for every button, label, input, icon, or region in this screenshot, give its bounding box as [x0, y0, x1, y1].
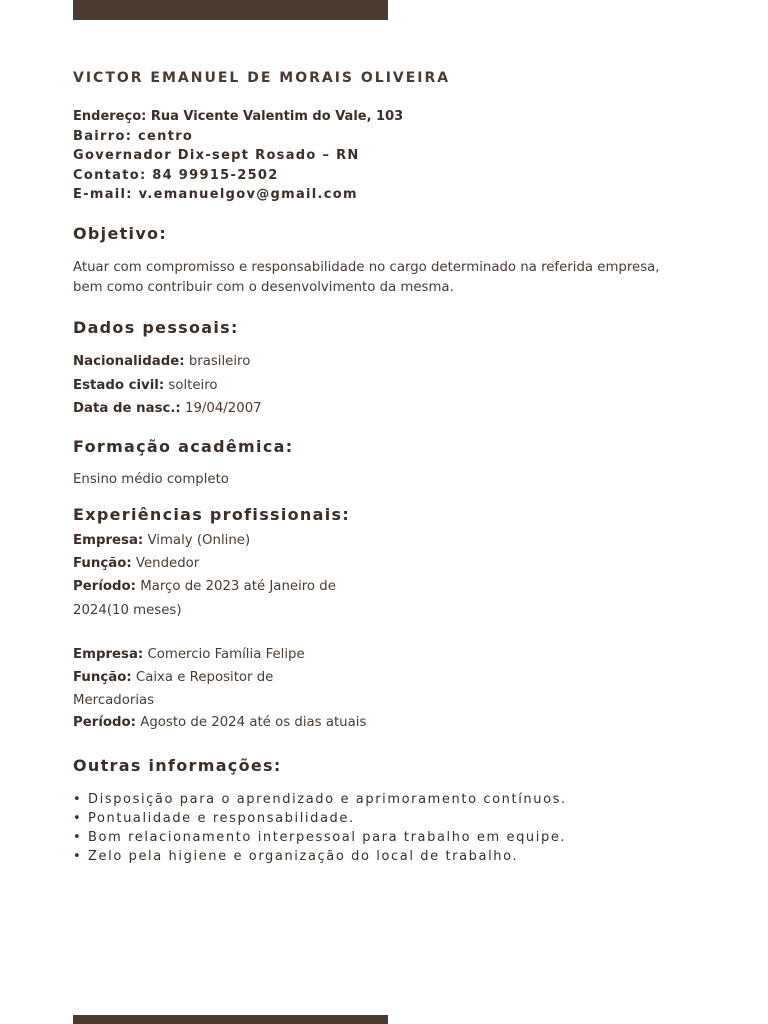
education-text: Ensino médio completo — [73, 472, 229, 487]
job-1 — [73, 529, 336, 622]
personal-data — [73, 350, 262, 421]
experience-heading: Experiências profissionais: — [73, 505, 351, 524]
company-value: Comercio Família Felipe — [147, 647, 305, 662]
company-value: Vimaly (Online) — [147, 533, 251, 548]
email: E-mail: v.emanuelgov@gmail.com — [73, 187, 358, 202]
job-1-role — [73, 552, 336, 575]
bottom-decorative-bar — [73, 1015, 388, 1024]
role-value: Vendedor — [135, 556, 200, 572]
civil-status-label: Estado civil: — [73, 377, 165, 393]
list-item: • Disposição para o aprendizado e aprimoramento contínuos. — [73, 792, 567, 807]
birth-date-row — [73, 397, 262, 421]
job-1-period — [73, 575, 336, 598]
role-label: Função: — [73, 669, 132, 685]
period-label: Período: — [73, 715, 136, 731]
phone: Contato: 84 99915-2502 — [73, 167, 279, 183]
other-info-heading: Outras informações: — [73, 756, 282, 775]
job-2-role — [73, 667, 366, 690]
nationality-row — [73, 350, 262, 374]
objective-line-1: Atuar com compromisso e responsabilidade no cargo determinado na referida empresa, — [73, 260, 660, 275]
civil-status-row — [73, 374, 262, 398]
education-heading: Formação acadêmica: — [73, 437, 294, 456]
role-label: Função: — [73, 556, 132, 572]
other-info-list — [73, 790, 567, 866]
nationality-value: brasileiro — [188, 354, 251, 369]
candidate-name: VICTOR EMANUEL DE MORAIS OLIVEIRA — [73, 70, 451, 86]
job-1-company — [73, 529, 336, 552]
district: Bairro: centro — [73, 128, 194, 144]
job-2-role-cont: Mercadorias — [73, 692, 155, 708]
birth-date-label: Data de nasc.: — [73, 401, 181, 416]
address: Endereço: Rua Vicente Valentim do Vale, 103 — [73, 109, 404, 124]
city: Governador Dix-sept Rosado – RN — [73, 148, 360, 163]
job-2-period — [73, 712, 366, 735]
period-value: Agosto de 2024 até os dias atuais — [140, 715, 367, 731]
personal-heading: Dados pessoais: — [73, 318, 239, 337]
objective-heading: Objetivo: — [73, 224, 168, 243]
job-1-period-cont: 2024(10 meses) — [73, 602, 182, 618]
job-2-company — [73, 644, 366, 667]
nationality-label: Nacionalidade: — [73, 354, 185, 369]
period-label: Período: — [73, 579, 136, 595]
civil-status-value: solteiro — [168, 377, 218, 393]
list-item: • Pontualidade e responsabilidade. — [73, 811, 355, 826]
period-value: Março de 2023 até Janeiro de — [140, 579, 336, 595]
list-item: • Zelo pela higiene e organização do local de trabalho. — [73, 849, 519, 864]
company-label: Empresa: — [73, 533, 144, 548]
company-label: Empresa: — [73, 647, 144, 662]
list-item: • Bom relacionamento interpessoal para trabalho em equipe. — [73, 830, 567, 845]
job-2 — [73, 644, 366, 735]
contact-info — [73, 107, 403, 205]
birth-date-value: 19/04/2007 — [184, 401, 262, 416]
top-decorative-bar — [73, 0, 388, 20]
objective-text — [73, 258, 660, 297]
objective-line-2: bem como contribuir com o desenvolvimento da mesma. — [73, 279, 454, 295]
role-value: Caixa e Repositor de — [135, 669, 274, 685]
